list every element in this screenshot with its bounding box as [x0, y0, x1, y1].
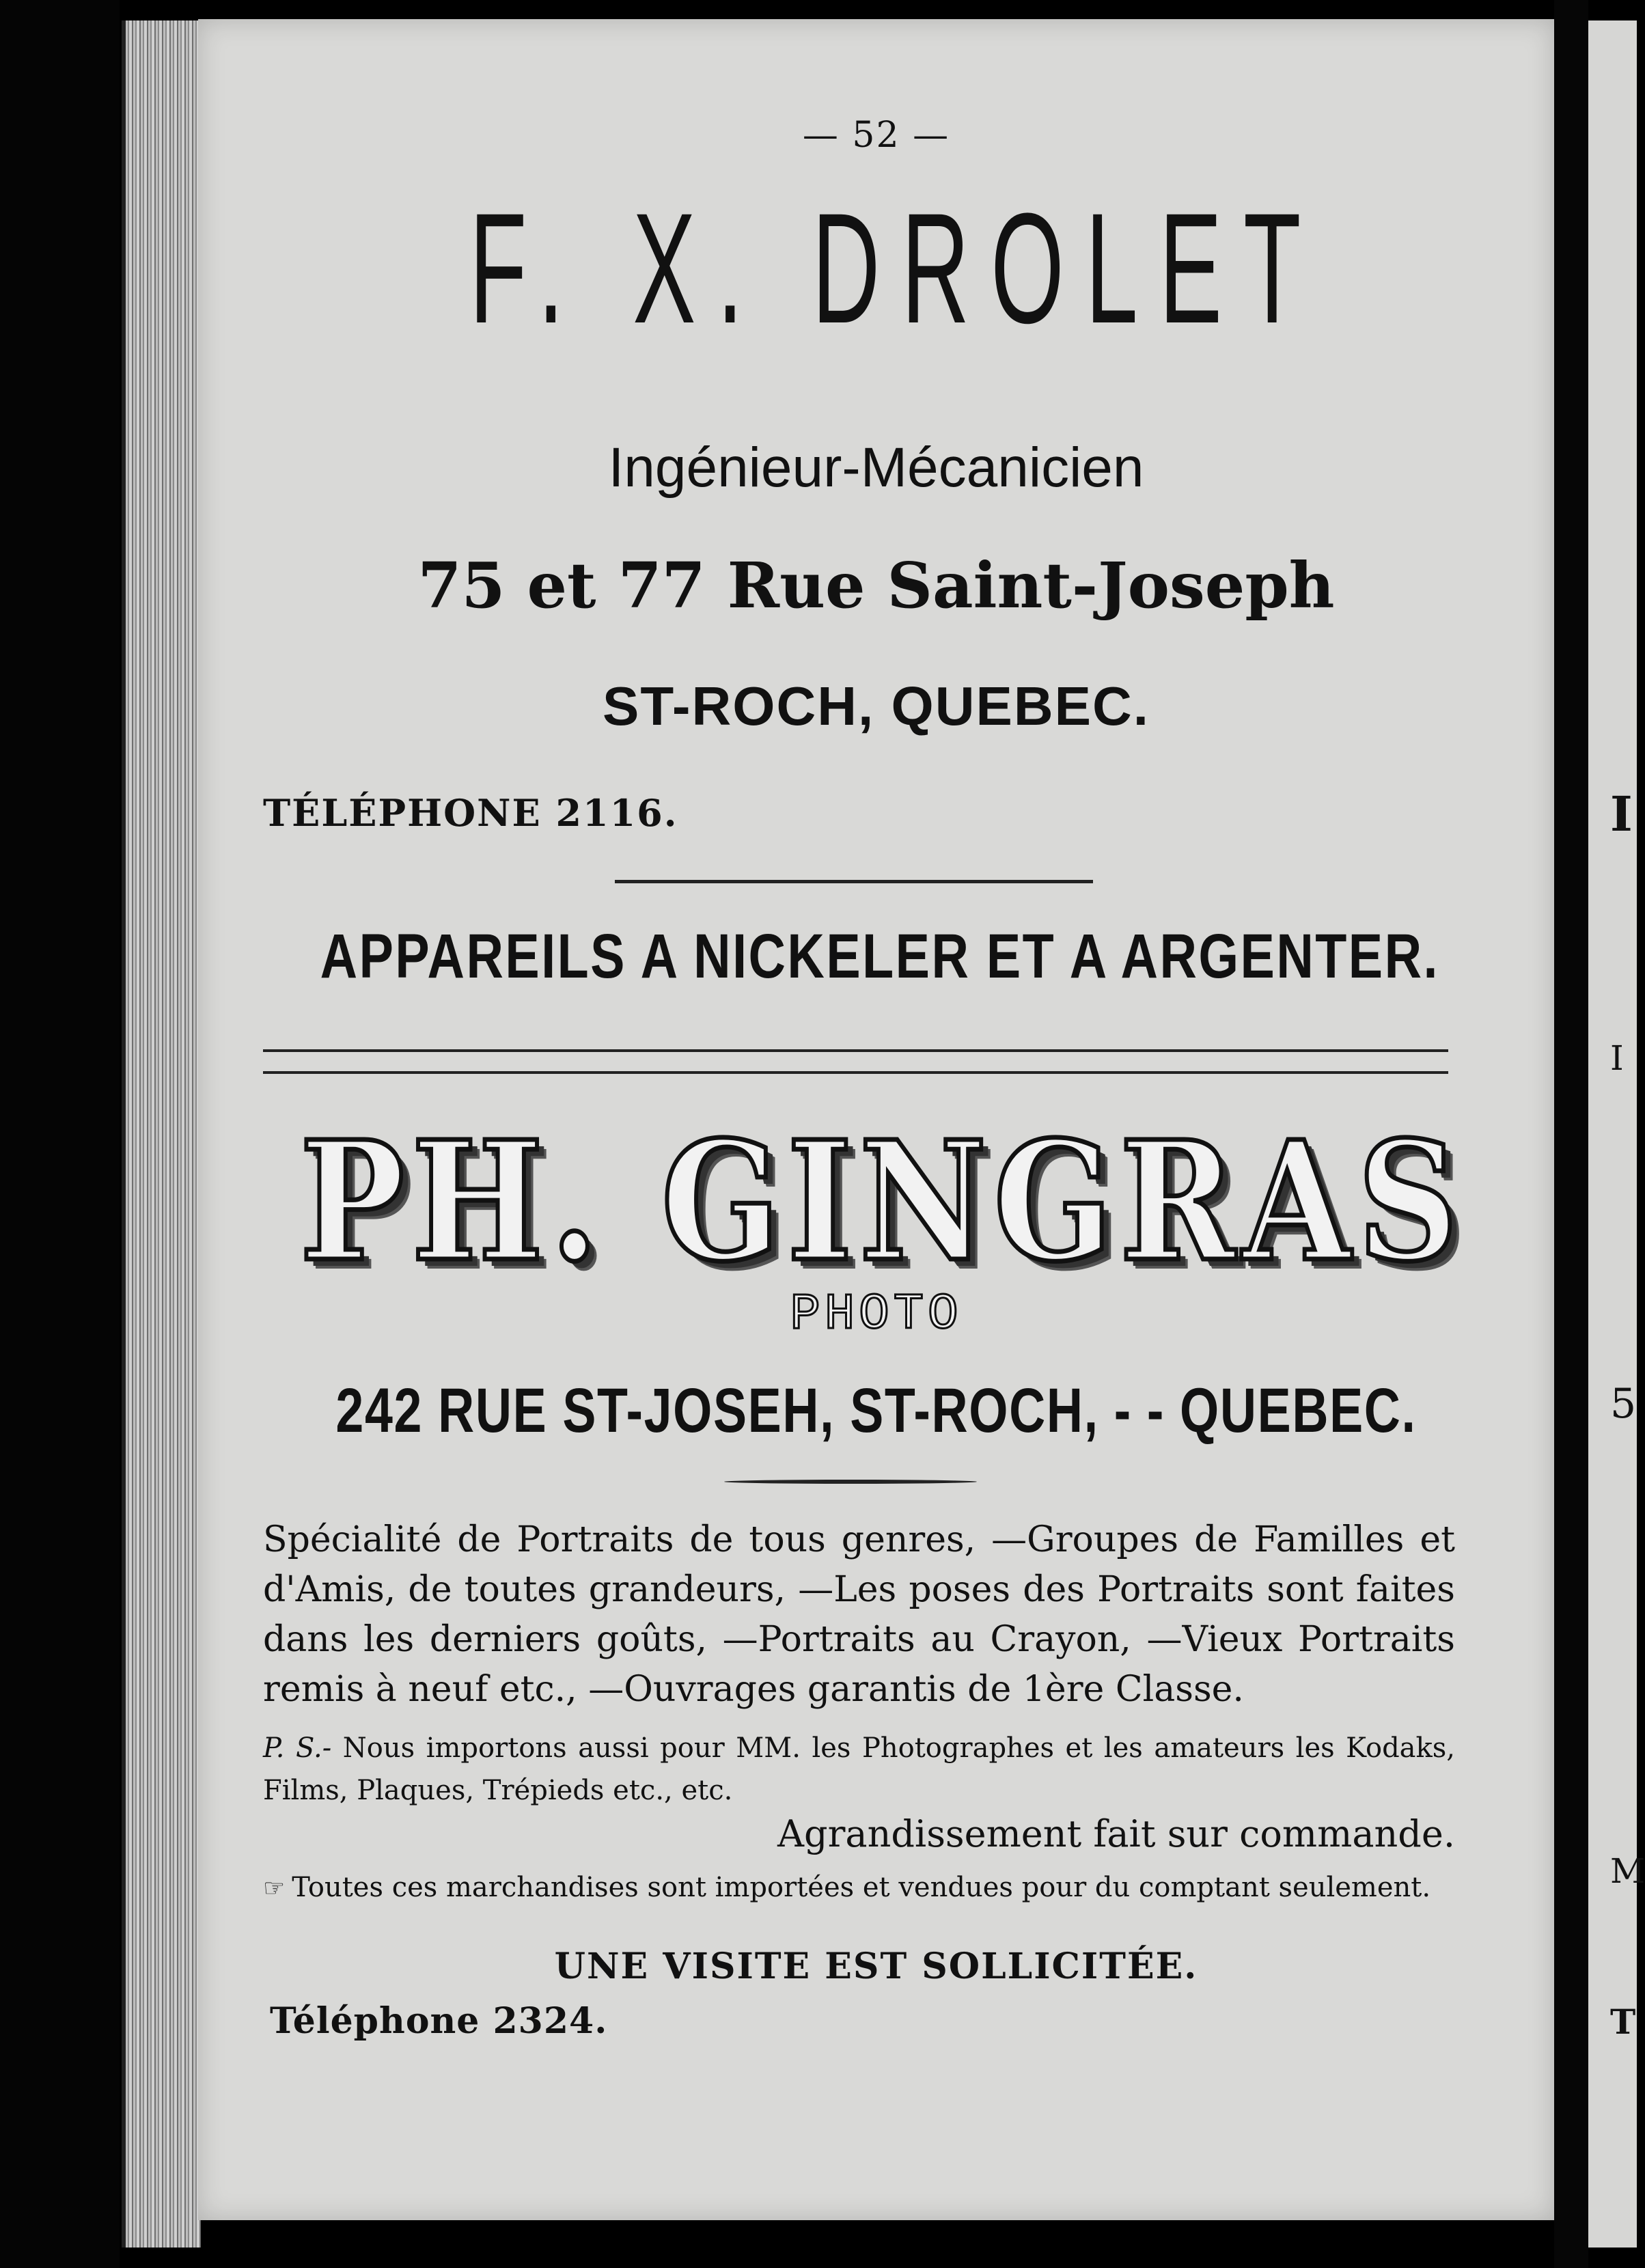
book-gutter [1554, 0, 1588, 2268]
adjacent-fragment: 5 [1610, 1380, 1637, 1428]
drolet-name: F. X. DROLET [469, 180, 1323, 356]
divider-double-top [263, 1049, 1448, 1052]
drolet-street: 75 et 77 Rue Saint-Joseph [417, 549, 1335, 622]
cash-notice-text: Toutes ces marchandises sont importées et vendues pour du comptant seulement. [292, 1872, 1431, 1903]
gingras-name: PH. GINGRAS [299, 1105, 1465, 1298]
drolet-tagline: APPAREILS A NICKELER ET A ARGENTER. [320, 922, 1439, 991]
adjacent-fragment: I [1610, 786, 1633, 842]
postscript [263, 1727, 1455, 1812]
adjacent-fragment: I [1610, 1038, 1624, 1078]
enlargement-notice: Agrandissement fait sur commande. [777, 1812, 1455, 1855]
scan-border-left [0, 0, 120, 2268]
drolet-city: ST-ROCH, QUEBEC. [603, 676, 1150, 736]
cash-notice [263, 1867, 1455, 1909]
visit-notice: UNE VISITE EST SOLLICITÉE. [554, 1946, 1198, 1987]
gingras-telephone: Téléphone 2324. [270, 2000, 608, 2042]
gingras-address: 242 RUE ST-JOSEH, ST-ROCH, - - QUEBEC. [335, 1376, 1417, 1446]
gingras-trade: PHOTO [790, 1286, 963, 1344]
description-text: Spécialité de Portraits de tous genres, —Groupes de Familles et d'Amis, de toutes grandeurs, —Les poses des Portraits sont faites dans les derniers goûts, —Portraits au Crayon, —Vieux Portraits remis à neuf etc., —Ouvrages garantis de 1ère Classe. [263, 1519, 1455, 1710]
adjacent-fragment: M [1610, 1851, 1645, 1891]
drolet-telephone: TÉLÉPHONE 2116. [263, 791, 678, 835]
adjacent-page-edge [1588, 20, 1645, 2248]
divider-ornament [724, 1480, 977, 1484]
book-page [198, 19, 1554, 2220]
gingras-description [263, 1515, 1455, 1715]
adjacent-fragment: T [1610, 2002, 1636, 2042]
divider-short [615, 880, 1093, 883]
ps-text: Nous importons aussi pour MM. les Photographes et les amateurs les Kodaks, Films, Plaques, Trépieds etc., etc. [263, 1732, 1455, 1806]
page-edges [122, 20, 201, 2248]
ps-label: P. S.- [263, 1732, 332, 1764]
divider-double-bottom [263, 1071, 1448, 1074]
drolet-profession: Ingénieur-Mécanicien [608, 437, 1144, 499]
pointing-hand-icon: ☞ [263, 1875, 286, 1903]
page-number: — 52 — [802, 115, 950, 156]
